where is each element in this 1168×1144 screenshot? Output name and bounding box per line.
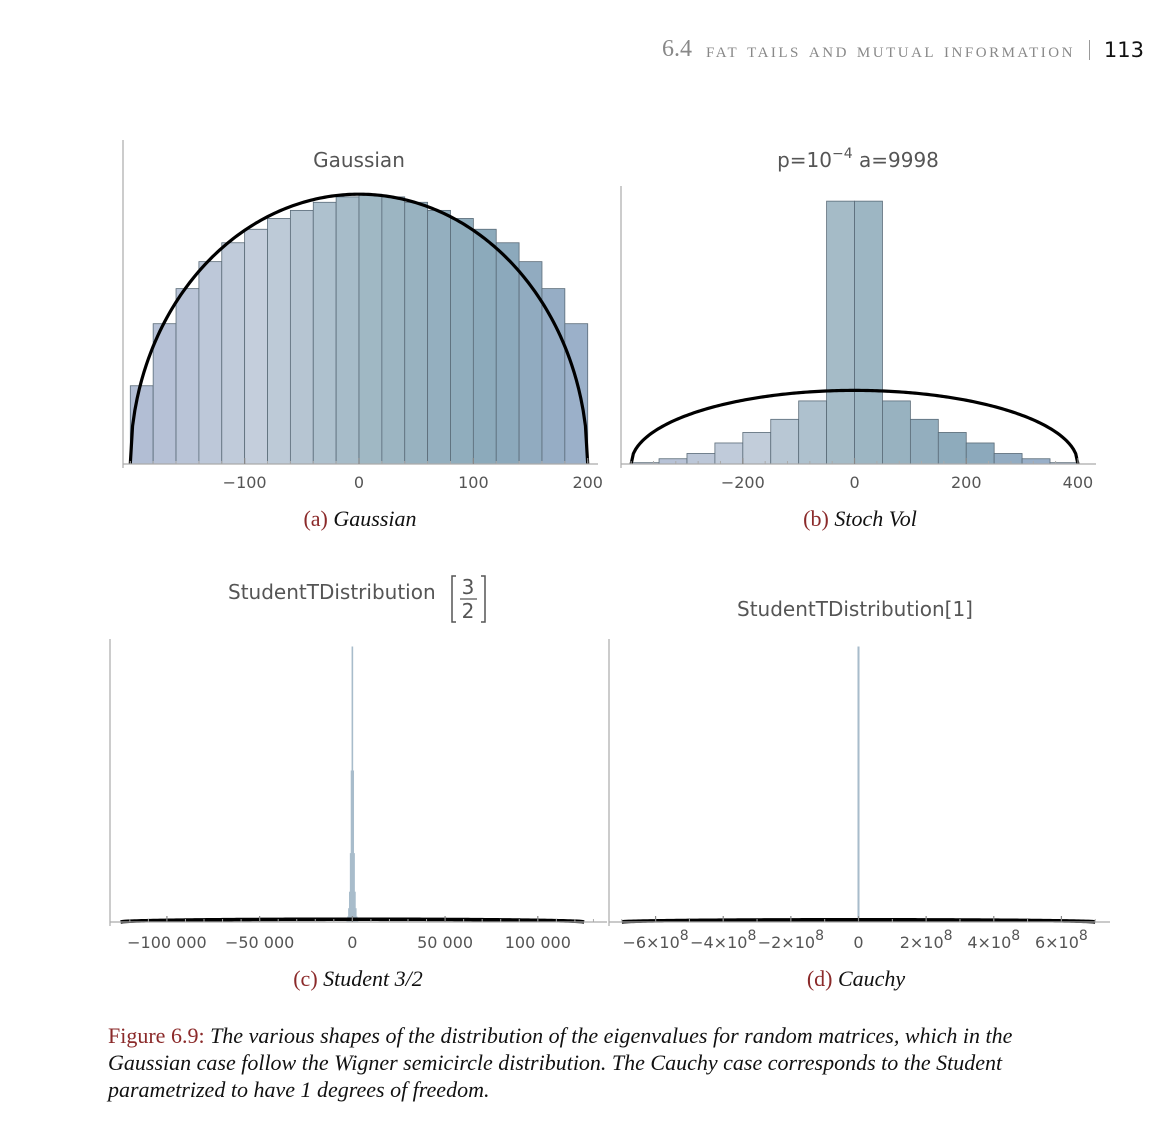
histogram-bar xyxy=(966,443,994,464)
histogram-bar xyxy=(245,229,268,464)
title-right-bracket xyxy=(481,576,485,622)
bars xyxy=(857,647,859,922)
x-tick-label: 200 xyxy=(950,473,982,492)
x-ticks xyxy=(721,473,1093,492)
title-fraction-numerator: 3 xyxy=(461,575,475,599)
x-tick-label: 0 xyxy=(353,473,365,492)
x-tick-label: 100 xyxy=(458,473,489,492)
tick-mantissa: −6×10 xyxy=(622,933,680,952)
histogram-bar xyxy=(405,202,428,464)
subcaption-label: (b) xyxy=(803,506,829,531)
histogram-bar xyxy=(450,218,473,464)
histogram-bar xyxy=(855,201,883,464)
histogram-bar xyxy=(659,459,687,464)
tick-exponent: 8 xyxy=(943,928,953,944)
subcaption-b xyxy=(660,506,1060,532)
histogram-bar xyxy=(199,262,222,464)
chart-student-3-2 xyxy=(100,566,605,966)
bars xyxy=(631,201,1078,464)
x-tick-label xyxy=(1035,928,1088,952)
x-tick-label: −100 xyxy=(222,473,267,492)
histogram-bar xyxy=(496,243,519,464)
section-number: 6.4 xyxy=(662,36,693,62)
tick-mantissa: −2×10 xyxy=(757,933,816,952)
subcaption-d xyxy=(656,966,1056,992)
x-tick-label: 200 xyxy=(572,473,603,492)
title-fraction-denominator: 2 xyxy=(461,599,475,623)
histogram-bar xyxy=(938,432,966,464)
chart-gaussian xyxy=(110,140,610,500)
x-tick-label xyxy=(622,928,688,952)
subcaption-label: (d) xyxy=(806,966,833,991)
chart-title-exponent: −4 xyxy=(831,146,853,162)
page-number: 113 xyxy=(1103,37,1144,62)
x-ticks xyxy=(223,473,603,492)
tick-mantissa: 2×10 xyxy=(899,933,944,952)
subcaption-c xyxy=(158,966,558,992)
chart-title-rest: a=9998 xyxy=(852,148,939,172)
histogram-bar xyxy=(827,201,855,464)
figure-caption-label: Figure 6.9: xyxy=(108,1023,205,1048)
subcaption-text: Gaussian xyxy=(333,506,417,531)
x-tick-label xyxy=(690,928,756,952)
chart-cauchy-svg xyxy=(605,566,1115,966)
histogram-bar xyxy=(771,419,799,464)
x-tick-label: 100 000 xyxy=(504,933,571,952)
x-ticks xyxy=(127,933,571,952)
figure-caption xyxy=(108,1022,1098,1103)
section-title: fat tails and mutual information xyxy=(706,36,1075,62)
histogram-bar xyxy=(994,453,1022,464)
chart-title: StudentTDistribution xyxy=(228,580,436,604)
histogram-bar xyxy=(268,218,291,464)
tick-exponent: 8 xyxy=(1011,928,1021,944)
chart-stoch-vol-svg xyxy=(610,140,1110,500)
histogram-bar xyxy=(382,197,405,464)
histogram-bar xyxy=(1022,459,1050,464)
histogram-bar xyxy=(519,262,542,464)
subcaption-label: (c) xyxy=(293,966,318,991)
histogram-bar xyxy=(565,324,588,464)
histogram-bar xyxy=(153,324,176,464)
histogram-bar xyxy=(542,289,565,464)
running-head-divider xyxy=(1089,40,1090,60)
x-tick-label: −200 xyxy=(720,473,765,492)
x-tick-label: −100 000 xyxy=(127,933,207,952)
histogram-bar xyxy=(910,419,938,464)
figure-caption-text: The various shapes of the distribution of the eigenvalues for random matrices, which in the Gaussian case follow the Wigner semicircle distribution. The Cauchy case corresponds to the Student parametrized to have 1 degrees of freedom. xyxy=(108,1023,1013,1102)
subcaption-text: Cauchy xyxy=(837,966,906,991)
tick-exponent: 8 xyxy=(679,928,689,944)
histogram-bar xyxy=(359,194,382,464)
x-tick-label: 50 000 xyxy=(417,933,474,952)
x-tick-label xyxy=(758,928,824,952)
x-tick-label xyxy=(900,928,953,952)
histogram-bar xyxy=(222,243,245,464)
subcaption-text: Stoch Vol xyxy=(834,506,917,531)
chart-title: Gaussian xyxy=(313,148,405,172)
chart-student-3-2-svg xyxy=(100,566,605,966)
subcaption-text: Student 3/2 xyxy=(323,966,423,991)
x-tick-label: −50 000 xyxy=(224,933,295,952)
histogram-bar xyxy=(882,401,910,464)
running-head xyxy=(662,36,1144,63)
tick-mantissa: 0 xyxy=(853,933,864,952)
histogram-bar xyxy=(687,453,715,464)
histogram-bar xyxy=(473,229,496,464)
bars xyxy=(346,647,358,922)
chart-title-main: p=10 xyxy=(777,148,832,172)
histogram-bar xyxy=(176,289,199,464)
tick-mantissa: −4×10 xyxy=(690,933,748,952)
bars xyxy=(130,194,587,464)
tick-mantissa: 4×10 xyxy=(967,933,1012,952)
x-tick-label: 0 xyxy=(849,473,860,492)
tick-exponent: 8 xyxy=(1078,928,1088,944)
title-left-bracket xyxy=(452,576,456,622)
x-tick-label: 400 xyxy=(1062,473,1094,492)
chart-gaussian-svg xyxy=(110,140,610,500)
histogram-bar xyxy=(715,443,743,464)
axes xyxy=(110,639,607,926)
histogram-bar xyxy=(428,210,451,464)
histogram-bar xyxy=(290,210,313,464)
chart-title: StudentTDistribution[1] xyxy=(737,597,973,621)
chart-cauchy xyxy=(605,566,1115,966)
x-ticks xyxy=(622,928,1087,952)
subcaption-label: (a) xyxy=(303,506,328,531)
chart-stoch-vol xyxy=(610,140,1110,500)
histogram-bar xyxy=(743,432,771,464)
tick-mantissa: 6×10 xyxy=(1034,933,1079,952)
x-tick-label: 0 xyxy=(347,933,358,952)
tick-exponent: 8 xyxy=(815,928,825,944)
subcaption-a xyxy=(160,506,560,532)
x-tick-label xyxy=(967,928,1020,952)
histogram-bar xyxy=(857,647,859,922)
x-tick-label xyxy=(853,933,863,952)
histogram-bar xyxy=(336,197,359,464)
histogram-bar xyxy=(313,202,336,464)
chart-title xyxy=(777,146,939,172)
tick-exponent: 8 xyxy=(747,928,757,944)
histogram-bar xyxy=(799,401,827,464)
